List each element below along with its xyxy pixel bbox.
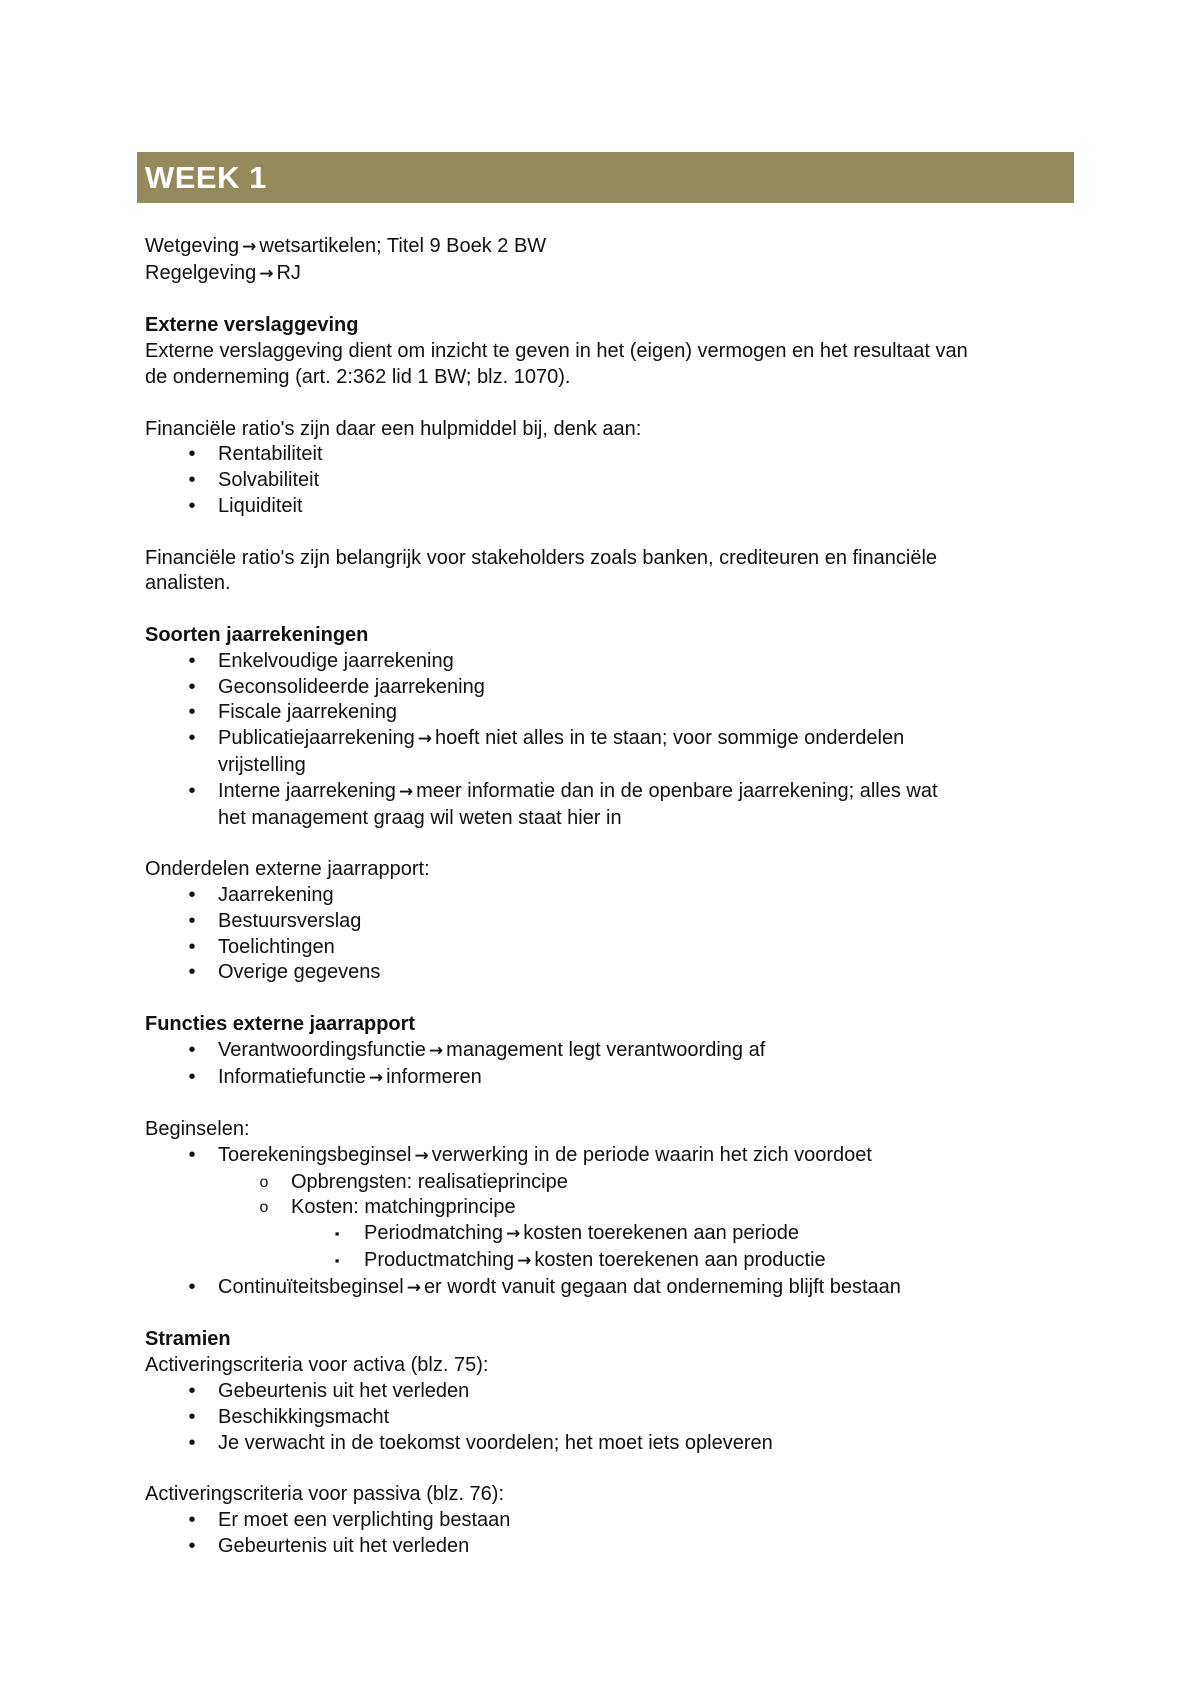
right-arrow-icon: → — [259, 263, 274, 284]
list-item — [145, 1143, 1085, 1275]
list-item-text: Beschikkingsmacht — [218, 1405, 390, 1428]
paragraph-line: Financiële ratio's zijn belangrijk voor stakeholders zoals banken, crediteuren en financiële — [145, 546, 938, 569]
list-item — [145, 779, 1085, 832]
list-item-text: Kosten: matchingprincipe — [291, 1196, 516, 1219]
functies-list — [145, 1038, 1085, 1092]
bullet-icon: • — [188, 1380, 196, 1403]
bullet-icon: • — [188, 1534, 196, 1557]
right-arrow-icon: → — [417, 729, 433, 750]
bullet-icon: • — [188, 1405, 196, 1428]
list-item-text: Fiscale jaarrekening — [218, 701, 397, 724]
intro-term: Regelgeving — [145, 261, 257, 284]
intro-line-regelgeving — [145, 261, 1085, 288]
paragraph-line: Externe verslaggeving dient om inzicht te geven in het (eigen) vermogen en het resultaat van — [145, 340, 968, 363]
list-item-text: kosten toerekenen aan periode — [523, 1222, 799, 1245]
ratios-intro: Financiële ratio's zijn daar een hulpmiddel bij, denk aan: — [145, 417, 642, 440]
spacer — [145, 1302, 1085, 1328]
document-body — [145, 234, 1085, 1560]
square-bullet-icon: ▪ — [334, 1226, 340, 1242]
beginselen-sublist — [218, 1170, 1085, 1275]
bullet-icon: • — [188, 494, 196, 517]
right-arrow-icon: → — [368, 1067, 384, 1088]
list-item-text: Er moet een verplichting bestaan — [218, 1509, 511, 1532]
right-arrow-icon: → — [406, 1277, 421, 1298]
spacer — [145, 391, 1085, 417]
activa-intro: Activeringscriteria voor activa (blz. 75): — [145, 1354, 489, 1377]
list-item-text: kosten toerekenen aan productie — [534, 1249, 826, 1272]
right-arrow-icon: → — [517, 1251, 532, 1272]
spacer — [145, 288, 1085, 314]
list-item-text: Toelichtingen — [218, 935, 335, 958]
passiva-list — [145, 1508, 1085, 1560]
ratios-list — [145, 442, 1085, 519]
heading-functies: Functies externe jaarrapport — [145, 1012, 416, 1035]
list-item — [145, 1379, 1085, 1405]
list-item-term: Interne jaarrekening — [218, 779, 396, 802]
list-item — [145, 494, 1085, 520]
list-item-text: Enkelvoudige jaarrekening — [218, 649, 454, 672]
list-item — [145, 726, 1085, 779]
paragraph-line: de onderneming (art. 2:362 lid 1 BW; blz. 1070). — [145, 365, 571, 388]
list-item-text: Liquiditeit — [218, 494, 303, 517]
bullet-icon: • — [188, 909, 196, 932]
heading-externe-verslaggeving: Externe verslaggeving — [145, 314, 359, 337]
list-item — [145, 700, 1085, 726]
list-item-text: het management graag wil weten staat hier in — [218, 806, 622, 829]
spacer — [145, 986, 1085, 1012]
sublist-item — [218, 1195, 1085, 1274]
bullet-icon: • — [188, 1038, 196, 1061]
list-item-term: Productmatching — [364, 1249, 515, 1272]
onderdelen-list — [145, 883, 1085, 986]
intro-description: wetsartikelen; Titel 9 Boek 2 BW — [259, 235, 547, 257]
list-item-text: Rentabiliteit — [218, 443, 323, 466]
list-item-text: Bestuursverslag — [218, 909, 362, 932]
right-arrow-icon: → — [398, 781, 414, 802]
list-item-text: vrijstelling — [218, 753, 306, 776]
week-title: WEEK 1 — [145, 160, 267, 195]
list-item — [145, 909, 1085, 935]
paragraph-line: analisten. — [145, 572, 231, 595]
list-item — [145, 960, 1085, 986]
list-item-text: Overige gegevens — [218, 961, 381, 984]
bullet-icon: • — [188, 883, 196, 906]
bullet-icon: • — [188, 1275, 196, 1298]
list-item-term: Toerekeningsbeginsel — [218, 1143, 412, 1166]
beginselen-intro: Beginselen: — [145, 1118, 250, 1141]
heading-soorten-jaarrekeningen: Soorten jaarrekeningen — [145, 623, 369, 646]
list-item — [145, 935, 1085, 961]
list-item-text: Je verwacht in de toekomst voordelen; het moet iets opleveren — [218, 1431, 773, 1454]
circle-bullet-icon: o — [259, 1173, 269, 1191]
list-item — [145, 1508, 1085, 1534]
bullet-icon: • — [188, 675, 196, 698]
spacer — [145, 1456, 1085, 1482]
list-item-text: Opbrengsten: realisatieprincipe — [291, 1170, 568, 1193]
bullet-icon: • — [188, 961, 196, 984]
intro-line-wetgeving — [145, 234, 1085, 261]
bullet-icon: • — [188, 727, 196, 750]
bullet-icon: • — [188, 1431, 196, 1454]
list-item-text: management legt verantwoording af — [446, 1038, 766, 1061]
list-item — [145, 883, 1085, 909]
intro-description: RJ — [276, 261, 301, 284]
list-item-text: meer informatie dan in de openbare jaarrekening; alles wat — [416, 779, 938, 802]
list-item — [145, 1038, 1085, 1065]
list-item — [145, 1065, 1085, 1092]
subsublist-item — [291, 1221, 1085, 1248]
spacer — [145, 1091, 1085, 1117]
list-item-text: Solvabiliteit — [218, 469, 320, 492]
list-item — [145, 442, 1085, 468]
passiva-intro: Activeringscriteria voor passiva (blz. 76): — [145, 1483, 505, 1506]
bullet-icon: • — [188, 649, 196, 672]
list-item — [145, 675, 1085, 701]
list-item-term: Periodmatching — [364, 1222, 503, 1245]
list-item-text: verwerking in de periode waarin het zich voordoet — [431, 1143, 872, 1166]
bullet-icon: • — [188, 701, 196, 724]
spacer — [145, 520, 1085, 546]
soorten-list — [145, 649, 1085, 832]
list-item-text: Gebeurtenis uit het verleden — [218, 1534, 470, 1557]
week-header-banner — [137, 152, 1074, 203]
bullet-icon: • — [188, 1509, 196, 1532]
bullet-icon: • — [188, 1065, 196, 1088]
intro-term: Wetgeving — [145, 235, 240, 257]
list-item-text: Gebeurtenis uit het verleden — [218, 1380, 470, 1403]
spacer — [145, 831, 1085, 857]
list-item-text: Jaarrekening — [218, 883, 334, 906]
list-item-text: hoeft niet alles in te staan; voor sommige onderdelen — [435, 727, 905, 750]
list-item-term: Continuïteitsbeginsel — [218, 1275, 404, 1298]
bullet-icon: • — [188, 935, 196, 958]
list-item — [145, 649, 1085, 675]
bullet-icon: • — [188, 779, 196, 802]
right-arrow-icon: → — [428, 1040, 444, 1061]
onderdelen-intro: Onderdelen externe jaarrapport: — [145, 858, 430, 881]
kosten-sublist — [291, 1221, 1085, 1275]
square-bullet-icon: ▪ — [334, 1253, 340, 1269]
right-arrow-icon: → — [242, 237, 257, 257]
beginselen-list — [145, 1143, 1085, 1302]
list-item — [145, 1534, 1085, 1560]
activa-list — [145, 1379, 1085, 1456]
list-item-term: Informatiefunctie — [218, 1065, 366, 1088]
list-item-text: informeren — [386, 1065, 482, 1088]
heading-stramien: Stramien — [145, 1328, 231, 1351]
circle-bullet-icon: o — [259, 1199, 269, 1217]
list-item-text: er wordt vanuit gegaan dat onderneming blijft bestaan — [423, 1275, 901, 1298]
list-item-term: Publicatiejaarrekening — [218, 727, 415, 750]
subsublist-item — [291, 1248, 1085, 1275]
bullet-icon: • — [188, 1143, 196, 1166]
list-item — [145, 468, 1085, 494]
sublist-item — [218, 1170, 1085, 1196]
list-item — [145, 1275, 1085, 1302]
bullet-icon: • — [188, 443, 196, 466]
bullet-icon: • — [188, 469, 196, 492]
right-arrow-icon: → — [414, 1145, 429, 1166]
list-item — [145, 1405, 1085, 1431]
list-item-text: Geconsolideerde jaarrekening — [218, 675, 485, 698]
list-item — [145, 1431, 1085, 1457]
right-arrow-icon: → — [505, 1224, 521, 1245]
spacer — [145, 597, 1085, 623]
list-item-term: Verantwoordingsfunctie — [218, 1038, 426, 1061]
